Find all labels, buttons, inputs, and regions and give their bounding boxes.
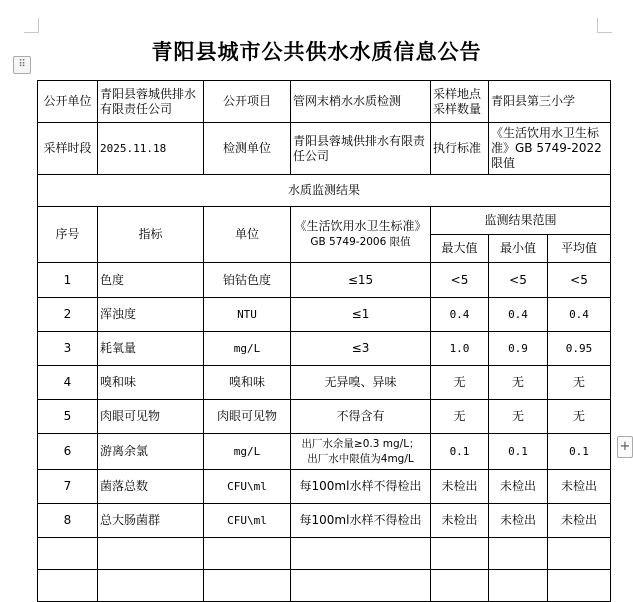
row-unit: CFU\ml xyxy=(204,470,291,504)
empty-cell xyxy=(204,570,291,602)
row-avg: 0.1 xyxy=(548,434,611,470)
add-column-icon[interactable]: + xyxy=(617,436,633,458)
column-header-row-1 xyxy=(38,207,611,235)
empty-cell xyxy=(204,538,291,570)
empty-cell xyxy=(548,538,611,570)
row-max: 无 xyxy=(431,400,489,434)
pub-unit-label: 公开单位 xyxy=(38,81,98,123)
row-indicator: 肉眼可见物 xyxy=(98,400,204,434)
row-unit: mg/L xyxy=(204,434,291,470)
table-row xyxy=(38,434,611,470)
row-max: 1.0 xyxy=(431,332,489,366)
col-no: 序号 xyxy=(38,207,98,263)
row-limit: 无异嗅、异味 xyxy=(291,366,431,400)
row-no: 5 xyxy=(38,400,98,434)
row-avg: 无 xyxy=(548,400,611,434)
col-range: 监测结果范围 xyxy=(431,207,611,235)
table-move-handle-icon[interactable]: ⠿ xyxy=(13,56,31,74)
time-value: 2025.11.18 xyxy=(98,123,204,175)
row-limit: 每100ml水样不得检出 xyxy=(291,470,431,504)
row-limit: ≤15 xyxy=(291,263,431,298)
empty-cell xyxy=(291,570,431,602)
table-row xyxy=(38,298,611,332)
col-avg: 平均值 xyxy=(548,235,611,263)
empty-cell xyxy=(489,538,548,570)
empty-cell xyxy=(291,538,431,570)
crop-mark-top-right xyxy=(597,18,612,33)
pub-unit-value: 青阳县蓉城供排水有限责任公司 xyxy=(98,81,204,123)
header-row-2 xyxy=(38,123,611,175)
row-min: 未检出 xyxy=(489,470,548,504)
lab-label: 检测单位 xyxy=(204,123,291,175)
empty-cell xyxy=(38,538,98,570)
row-min: 0.1 xyxy=(489,434,548,470)
std-label: 执行标准 xyxy=(431,123,489,175)
row-no: 7 xyxy=(38,470,98,504)
row-max: <5 xyxy=(431,263,489,298)
std-value: 《生活饮用水卫生标准》GB 5749-2022 限值 xyxy=(489,123,611,175)
table-row xyxy=(38,470,611,504)
row-indicator: 游离余氯 xyxy=(98,434,204,470)
row-no: 1 xyxy=(38,263,98,298)
row-avg: 0.4 xyxy=(548,298,611,332)
row-avg: 未检出 xyxy=(548,504,611,538)
row-indicator: 菌落总数 xyxy=(98,470,204,504)
row-unit: CFU\ml xyxy=(204,504,291,538)
section-title-row xyxy=(38,175,611,207)
row-limit: ≤3 xyxy=(291,332,431,366)
empty-cell xyxy=(98,538,204,570)
lab-value: 青阳县蓉城供排水有限责任公司 xyxy=(291,123,431,175)
row-unit: mg/L xyxy=(204,332,291,366)
header-row-1 xyxy=(38,81,611,123)
empty-row xyxy=(38,570,611,602)
crop-mark-top-left xyxy=(24,18,39,33)
row-max: 无 xyxy=(431,366,489,400)
row-min: 无 xyxy=(489,400,548,434)
row-no: 8 xyxy=(38,504,98,538)
document-title: 青阳县城市公共供水水质信息公告 xyxy=(151,40,482,64)
row-limit: 不得含有 xyxy=(291,400,431,434)
empty-cell xyxy=(431,570,489,602)
time-label: 采样时段 xyxy=(38,123,98,175)
row-no: 2 xyxy=(38,298,98,332)
row-max: 未检出 xyxy=(431,470,489,504)
row-no: 3 xyxy=(38,332,98,366)
col-indicator: 指标 xyxy=(98,207,204,263)
row-limit: ≤1 xyxy=(291,298,431,332)
row-no: 6 xyxy=(38,434,98,470)
pub-item-value: 管网末梢水水质检测 xyxy=(291,81,431,123)
row-min: 无 xyxy=(489,366,548,400)
table-row xyxy=(38,332,611,366)
empty-cell xyxy=(38,570,98,602)
row-max: 0.1 xyxy=(431,434,489,470)
row-max: 0.4 xyxy=(431,298,489,332)
empty-row xyxy=(38,538,611,570)
row-min: 0.9 xyxy=(489,332,548,366)
table-row xyxy=(38,504,611,538)
row-min: 0.4 xyxy=(489,298,548,332)
row-limit: 每100ml水样不得检出 xyxy=(291,504,431,538)
empty-cell xyxy=(548,570,611,602)
row-indicator: 总大肠菌群 xyxy=(98,504,204,538)
col-limit: 《生活饮用水卫生标准》 GB 5749-2006 限值 xyxy=(291,207,431,263)
site-label: 采样地点 采样数量 xyxy=(431,81,489,123)
row-avg: 未检出 xyxy=(548,470,611,504)
row-unit: 铂钴色度 xyxy=(204,263,291,298)
row-unit: NTU xyxy=(204,298,291,332)
col-min: 最小值 xyxy=(489,235,548,263)
row-indicator: 耗氧量 xyxy=(98,332,204,366)
col-max: 最大值 xyxy=(431,235,489,263)
table-row xyxy=(38,366,611,400)
row-indicator: 色度 xyxy=(98,263,204,298)
site-value: 青阳县第三小学 xyxy=(489,81,611,123)
water-quality-table xyxy=(37,80,611,602)
row-no: 4 xyxy=(38,366,98,400)
row-unit: 嗅和味 xyxy=(204,366,291,400)
pub-item-label: 公开项目 xyxy=(204,81,291,123)
row-min: 未检出 xyxy=(489,504,548,538)
section-title: 水质监测结果 xyxy=(38,175,611,207)
row-avg: 无 xyxy=(548,366,611,400)
empty-cell xyxy=(98,570,204,602)
empty-cell xyxy=(489,570,548,602)
row-limit: 出厂水余量≥0.3 mg/L； 出厂水中限值为4mg/L xyxy=(291,434,431,470)
row-min: <5 xyxy=(489,263,548,298)
row-max: 未检出 xyxy=(431,504,489,538)
table-row xyxy=(38,400,611,434)
col-unit: 单位 xyxy=(204,207,291,263)
row-avg: 0.95 xyxy=(548,332,611,366)
table-row xyxy=(38,263,611,298)
row-avg: <5 xyxy=(548,263,611,298)
row-indicator: 嗅和味 xyxy=(98,366,204,400)
row-indicator: 浑浊度 xyxy=(98,298,204,332)
row-unit: 肉眼可见物 xyxy=(204,400,291,434)
empty-cell xyxy=(431,538,489,570)
